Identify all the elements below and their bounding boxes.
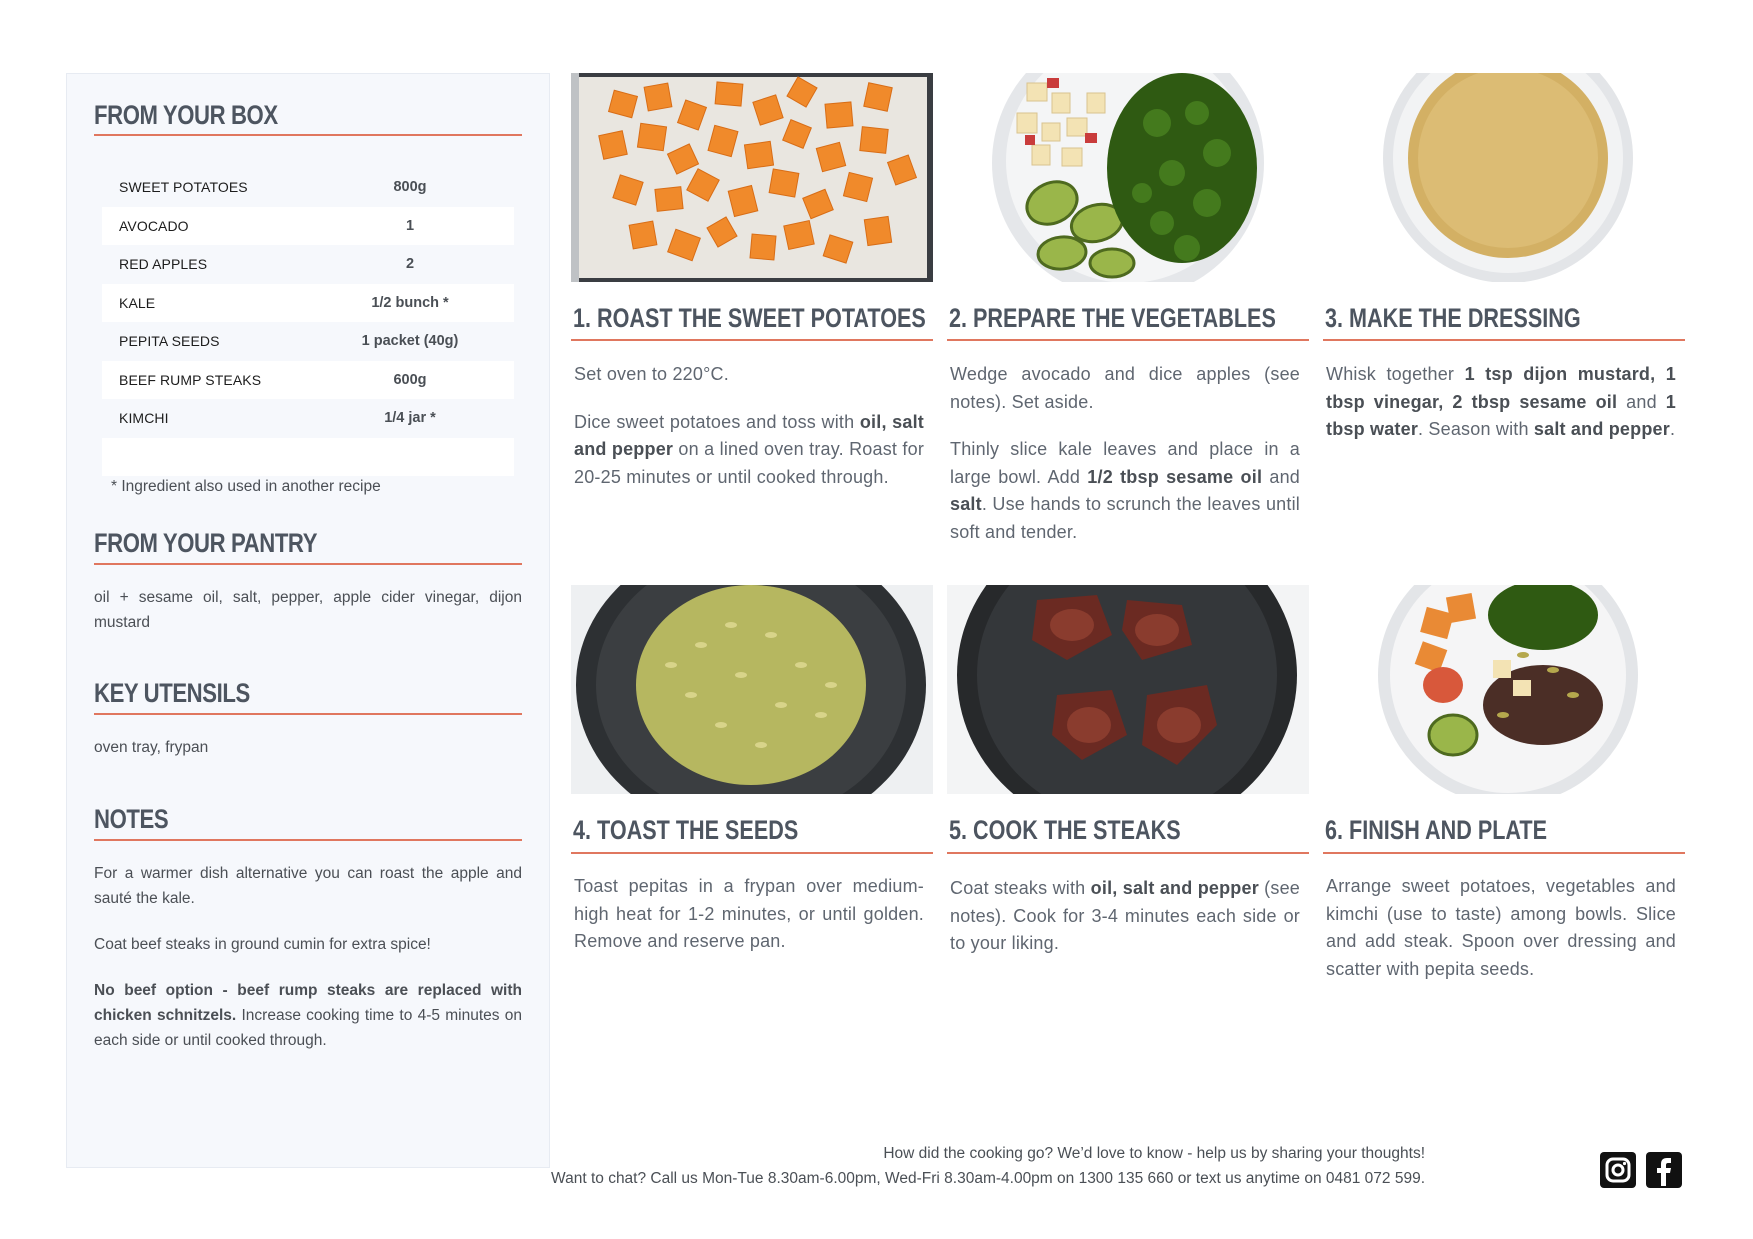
note-rest: Increase cooking time to 4-5 minutes on each side or until cooked through. bbox=[94, 1007, 522, 1049]
table-row bbox=[102, 284, 514, 323]
step-rule bbox=[1323, 852, 1685, 854]
text-run: . Use hands to scrunch the leaves until soft and tender. bbox=[950, 494, 1300, 542]
note-text: Coat beef steaks in ground cumin for extra spice! bbox=[94, 936, 431, 953]
text-run: and bbox=[1617, 391, 1666, 412]
text-run: . Season with bbox=[1418, 419, 1534, 439]
from-your-pantry-heading: FROM YOUR PANTRY bbox=[94, 528, 318, 558]
note-text bbox=[94, 978, 522, 1053]
step-rule bbox=[947, 852, 1309, 854]
ingredient-footnote: * Ingredient also used in another recipe bbox=[111, 478, 381, 495]
text-run: Dice sweet potatoes and toss with bbox=[574, 411, 860, 432]
step-1-title: 1. ROAST THE SWEET POTATOES bbox=[573, 303, 926, 333]
facebook-icon[interactable] bbox=[1646, 1152, 1682, 1188]
text-run: (see notes). Cook for 3-4 minutes each side or to your liking. bbox=[950, 878, 1300, 953]
from-your-box-heading: FROM YOUR BOX bbox=[94, 100, 278, 130]
text-bold: oil, salt and pepper bbox=[1090, 878, 1259, 898]
ingredient-name: BEEF RUMP STEAKS bbox=[119, 371, 262, 388]
step-2-title: 2. PREPARE THE VEGETABLES bbox=[949, 303, 1276, 333]
text-run: and bbox=[1262, 466, 1300, 487]
step-2-para: Wedge avocado and dice apples (see notes). Set aside. bbox=[950, 364, 1300, 412]
ingredient-qty: 1/4 jar * bbox=[384, 410, 436, 427]
dressing-bowl-photo bbox=[1323, 73, 1685, 282]
step-4-title: 4. TOAST THE SEEDS bbox=[573, 815, 799, 845]
prepared-vegetables-photo bbox=[947, 73, 1309, 282]
text-run: on a lined oven tray. Roast for 20-25 minutes or until cooked through. bbox=[574, 439, 925, 487]
ingredient-name: SWEET POTATOES bbox=[119, 179, 248, 196]
ingredient-qty: 2 bbox=[405, 256, 415, 273]
instagram-icon[interactable] bbox=[1600, 1152, 1636, 1188]
step-5-title: 5. COOK THE STEAKS bbox=[949, 815, 1181, 845]
ingredient-name: KIMCHI bbox=[119, 410, 169, 427]
step-rule bbox=[571, 339, 933, 341]
utensils-text: oven tray, frypan bbox=[94, 739, 209, 756]
feedback-text: How did the cooking go? We’d love to know - help us by sharing your thoughts! bbox=[883, 1145, 1425, 1162]
text-run: Thinly slice kale leaves and place in a large bowl. Add bbox=[950, 439, 1300, 487]
ingredient-name: KALE bbox=[119, 294, 156, 311]
text-bold: salt and pepper bbox=[1533, 419, 1670, 439]
roasted-sweet-potato-photo bbox=[571, 73, 933, 282]
table-row bbox=[102, 361, 514, 400]
step-6-text bbox=[1326, 873, 1676, 1003]
cooking-steaks-photo bbox=[947, 585, 1309, 794]
step-rule bbox=[1323, 339, 1685, 341]
step-6-para: Arrange sweet potatoes, vegetables and kimchi (use to taste) among bowls. Slice and add steak. Spoon over dressing and scatter with pepita seeds. bbox=[1326, 876, 1676, 979]
table-row bbox=[102, 399, 514, 438]
step-5-para bbox=[950, 875, 1300, 958]
ingredient-table bbox=[102, 168, 514, 476]
step-3-title: 3. MAKE THE DRESSING bbox=[1325, 303, 1581, 333]
text-bold: 1 tbsp water bbox=[1326, 391, 1676, 439]
text-bold: oil, salt and pepper bbox=[574, 411, 924, 459]
ingredient-qty: 800g bbox=[393, 179, 427, 196]
ingredient-qty: 600g bbox=[393, 371, 427, 388]
ingredient-name: PEPITA SEEDS bbox=[119, 333, 220, 350]
step-1-text bbox=[574, 361, 924, 511]
step-4-para: Toast pepitas in a frypan over medium-high heat for 1-2 minutes, or until golden. Remove and reserve pan. bbox=[574, 876, 924, 951]
step-4-text bbox=[574, 873, 924, 976]
step-6-title: 6. FINISH AND PLATE bbox=[1325, 815, 1548, 845]
step-1-para: Set oven to 220°C. bbox=[574, 364, 729, 384]
step-3-para bbox=[1326, 361, 1676, 444]
table-row bbox=[102, 168, 514, 207]
text-bold: 1 tsp dijon mustard, 1 tbsp vinegar, 2 tbsp sesame oil bbox=[1326, 364, 1676, 412]
key-utensils-heading: KEY UTENSILS bbox=[94, 678, 250, 708]
step-2-text bbox=[950, 361, 1300, 566]
table-row-empty bbox=[102, 438, 514, 477]
toasted-seeds-photo bbox=[571, 585, 933, 794]
ingredient-qty: 1 bbox=[405, 217, 415, 234]
heading-rule bbox=[94, 134, 522, 136]
step-5-text bbox=[950, 875, 1300, 978]
heading-rule bbox=[94, 839, 522, 841]
text-run: Coat steaks with bbox=[950, 878, 1091, 898]
ingredient-name: AVOCADO bbox=[119, 217, 189, 234]
step-1-para bbox=[574, 409, 924, 492]
notes-heading: NOTES bbox=[94, 804, 169, 834]
note-text: For a warmer dish alternative you can roast the apple and sauté the kale. bbox=[94, 865, 522, 907]
text-bold: salt bbox=[950, 494, 982, 514]
note-bold: No beef option - beef rump steaks are replaced with chicken schnitzels. bbox=[94, 982, 522, 1024]
heading-rule bbox=[94, 713, 522, 715]
pantry-text: oil + sesame oil, salt, pepper, apple cider vinegar, dijon mustard bbox=[94, 589, 522, 631]
ingredient-name: RED APPLES bbox=[119, 256, 208, 273]
step-3-text bbox=[1326, 361, 1676, 464]
ingredients-panel bbox=[66, 73, 550, 1168]
text-run: Whisk together bbox=[1326, 364, 1465, 384]
text-bold: 1/2 tbsp sesame oil bbox=[1087, 466, 1263, 487]
heading-rule bbox=[94, 563, 522, 565]
table-row bbox=[102, 322, 514, 361]
ingredient-qty: 1/2 bunch * bbox=[371, 294, 449, 311]
step-rule bbox=[571, 852, 933, 854]
step-rule bbox=[947, 339, 1309, 341]
table-row bbox=[102, 245, 514, 284]
step-2-para bbox=[950, 436, 1300, 546]
table-row bbox=[102, 207, 514, 246]
ingredient-qty: 1 packet (40g) bbox=[361, 333, 459, 350]
plated-dish-photo bbox=[1323, 585, 1685, 794]
contact-text: Want to chat? Call us Mon-Tue 8.30am-6.00pm, Wed-Fri 8.30am-4.00pm on 1300 135 660 or text us anytime on 0481 072 599. bbox=[551, 1170, 1425, 1187]
text-run: . bbox=[1669, 419, 1676, 439]
